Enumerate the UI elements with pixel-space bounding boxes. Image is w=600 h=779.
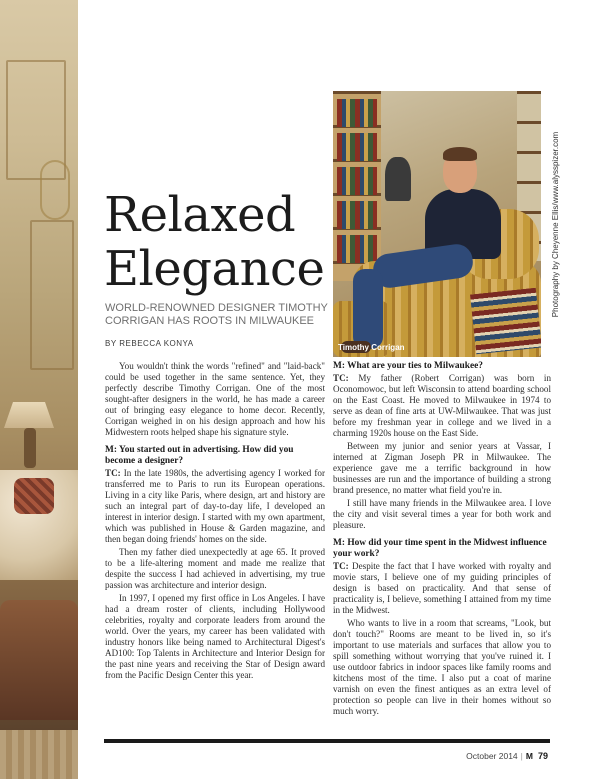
article-title: [104, 188, 334, 296]
article-column-left: [105, 361, 325, 683]
answer-2: [333, 373, 551, 439]
footer-rule: [104, 739, 550, 743]
books: [337, 99, 377, 127]
book-stack: [470, 288, 541, 355]
page-number: 79: [537, 751, 548, 761]
article-column-right: [333, 361, 551, 719]
pillow: [14, 478, 54, 514]
title-line-1: Relaxed: [104, 187, 296, 243]
armchair: [0, 600, 78, 720]
question-3: M: How did your time spent in the Midwest influence your work?: [333, 538, 547, 559]
lamp-base: [24, 428, 36, 468]
byline: [105, 339, 194, 348]
title-line-2: Elegance: [104, 241, 325, 297]
photo-caption: Timothy Corrigan: [338, 343, 405, 352]
question-2: M: What are your ties to Milwaukee?: [333, 361, 483, 371]
photo-credit: [549, 91, 563, 357]
wall-ornament: [40, 160, 70, 220]
lamp-shade: [4, 402, 54, 428]
question-1: M: You started out in advertising. How did you become a designer?: [105, 445, 294, 466]
interior-photo-strip: [0, 0, 78, 779]
paragraph: Who wants to live in a room that screams, "Look, but don't touch?" Rooms are meant to be lived in, so it's important to use materials and surfaces that allow you to spill something without worrying that you've ruined it. I use outdoor fabrics in indoor spaces like family rooms and kitchens most of the time. I also put a coat of marine varnish on even the finest antiques as an extra level of protection so people can live in their homes without so much worry.: [333, 618, 551, 716]
answer-3-text: Despite the fact that I have worked with royalty and movie stars, I believe one of my guiding principles of design is based on practicality. And that sense of practicality is, I believe, something I attained from my time in the Midwest.: [333, 561, 551, 615]
magazine-name: M: [525, 751, 533, 761]
byline-prefix: BY: [105, 339, 117, 348]
issue-date: October 2014: [466, 751, 518, 761]
page-footer: [466, 751, 548, 761]
books: [337, 167, 377, 195]
photo-credit-text: Photography by Cheyenne Ellis/www.alysspizer.com: [551, 131, 561, 317]
answer-1: [105, 468, 325, 545]
rug: [0, 730, 78, 779]
answer-1-text: In the late 1980s, the advertising agency I worked for transferred me to Paris to run its European operations. Living in a city like Paris, where design, art and history are such an integral part of day-to-day life, I developed an interest in interior design. I started with my own apartment, which was published in House & Garden magazine, and then began doing friends' homes on the side.: [105, 468, 325, 544]
byline-author: REBECCA KONYA: [119, 339, 194, 348]
answer-label: TC:: [333, 561, 349, 571]
answer-label: TC:: [333, 373, 349, 383]
wall-panel: [30, 220, 74, 370]
books: [337, 235, 377, 263]
sculpture: [385, 157, 411, 201]
person-leg: [353, 269, 383, 349]
footer-separator: |: [520, 751, 523, 761]
paragraph: Between my junior and senior years at Vassar, I interned at Zigman Joseph PR in Milwaukee. The experience gave me a terrific background in how businesses are run and the importance of building a strong brand presence, no matter what field you're in.: [333, 441, 551, 495]
books: [337, 133, 377, 161]
paragraph: I still have many friends in the Milwaukee area. I love the city and visit several times a year for both work and pleasure.: [333, 498, 551, 530]
paragraph: Then my father died unexpectedly at age 65. It proved to be a life-altering moment and made me realize that despite the success I had achieved in advertising, my true passion was architecture and interior design.: [105, 547, 325, 590]
person-hair: [443, 147, 477, 161]
paragraph: In 1997, I opened my first office in Los Angeles. I have had a dream roster of clients, including Hollywood celebrities, royalty and corporate leaders from around the world. Over the years, my career has been validated with industry honors like being named to Architectural Digest's AD100: Top Talents in Architecture and Interior Design for the past nine years and receiving the Star of Design award from the Pacific Design Center this year.: [105, 593, 325, 680]
answer-2-text: My father (Robert Corrigan) was born in Oconomowoc, but left Wisconsin to attend boarding school on the East Coast. He moved to Milwaukee in 1974 to serve as dean of fine arts at UW-Milwaukee. That was just before my freshman year in college and we lived in a charming 1920s house on the East Side.: [333, 373, 551, 438]
books: [337, 201, 377, 229]
portrait-photo: [333, 91, 541, 357]
answer-3: [333, 561, 551, 616]
answer-label: TC:: [105, 468, 121, 478]
article-subtitle: WORLD-RENOWNED DESIGNER TIMOTHY CORRIGAN HAS ROOTS IN MILWAUKEE: [105, 302, 328, 327]
intro-paragraph: You wouldn't think the words "refined" and "laid-back" could be used together in the same sentence. Yet, they perfectly describe Timothy Corrigan. One of the most sought-after designers in the world, he has made a career out of bringing easy elegance to home decor. Recently, Corrigan weighed in on his design approach and how his Midwestern roots helped shape his signature style.: [105, 361, 325, 437]
